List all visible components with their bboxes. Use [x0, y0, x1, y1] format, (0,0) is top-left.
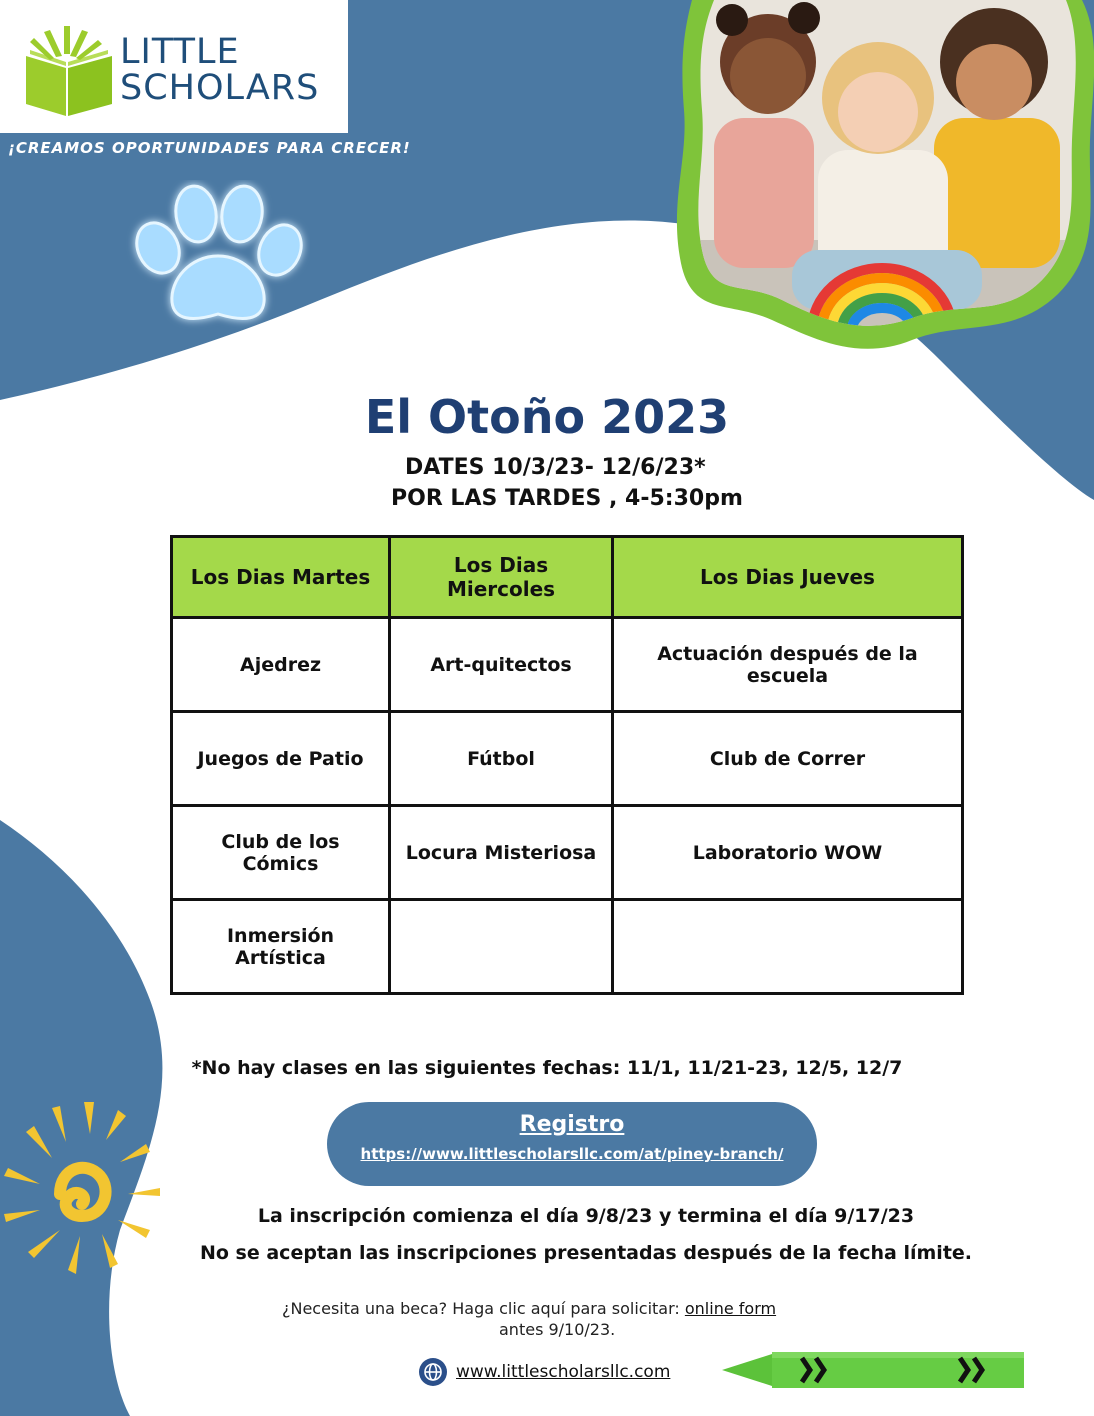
table-row [172, 712, 963, 806]
column-header-miercoles: Los Dias Miercoles [390, 537, 613, 618]
book-icon [16, 26, 120, 118]
table-cell: Juegos de Patio [172, 712, 390, 806]
schedule-table [170, 535, 964, 995]
table-cell: Art-quitectos [390, 618, 613, 712]
children-photo [662, 0, 1094, 362]
scholarship-line [282, 1299, 776, 1318]
table-cell: Fútbol [390, 712, 613, 806]
table-row [172, 806, 963, 900]
logo-text [120, 34, 319, 106]
table-cell: Locura Misteriosa [390, 806, 613, 900]
registration-title-link[interactable]: Registro [519, 1112, 625, 1137]
table-cell: Actuación después de la escuela [612, 618, 962, 712]
time-line: POR LAS TARDES , 4-5:30pm [391, 486, 743, 511]
scholarship-deadline: antes 9/10/23. [499, 1320, 616, 1339]
table-cell: Club de Correr [612, 712, 962, 806]
table-cell [390, 900, 613, 994]
column-header-martes: Los Dias Martes [172, 537, 390, 618]
logo-line-2: SCHOLARS [120, 68, 320, 108]
website-link[interactable]: www.littlescholarsllc.com [456, 1362, 671, 1382]
registration-dates-line: La inscripción comienza el día 9/8/23 y termina el día 9/17/23 [257, 1205, 915, 1227]
logo-box [0, 0, 348, 133]
paw-print-icon [126, 180, 310, 330]
table-cell: Ajedrez [172, 618, 390, 712]
no-class-dates-note: *No hay clases en las siguientes fechas: 11/1, 11/21-23, 12/5, 12/7 [191, 1057, 903, 1079]
page-title: El Otoño 2023 [364, 390, 730, 444]
column-header-jueves: Los Dias Jueves [612, 537, 962, 618]
table-cell [612, 900, 962, 994]
table-cell: Laboratorio WOW [612, 806, 962, 900]
sun-icon [0, 1098, 170, 1280]
crayon-icon [722, 1348, 1024, 1392]
registration-pill [327, 1102, 817, 1186]
registration-url-link[interactable]: https://www.littlescholarsllc.com/at/piney-branch/ [360, 1145, 784, 1163]
globe-icon [418, 1357, 448, 1387]
table-cell: Inmersión Artística [172, 900, 390, 994]
dates-line: DATES 10/3/23- 12/6/23* [405, 455, 706, 480]
scholarship-prompt: ¿Necesita una beca? Haga clic aquí para solicitar: [282, 1299, 685, 1318]
table-cell: Club de los Cómics [172, 806, 390, 900]
table-header-row [172, 537, 963, 618]
logo-line-1: LITTLE [120, 32, 240, 72]
online-form-link[interactable]: online form [684, 1299, 777, 1318]
tagline: ¡CREAMOS OPORTUNIDADES PARA CRECER! [8, 139, 411, 157]
table-row [172, 618, 963, 712]
deadline-line: No se aceptan las inscripciones presentadas después de la fecha límite. [199, 1242, 973, 1264]
table-row [172, 900, 963, 994]
